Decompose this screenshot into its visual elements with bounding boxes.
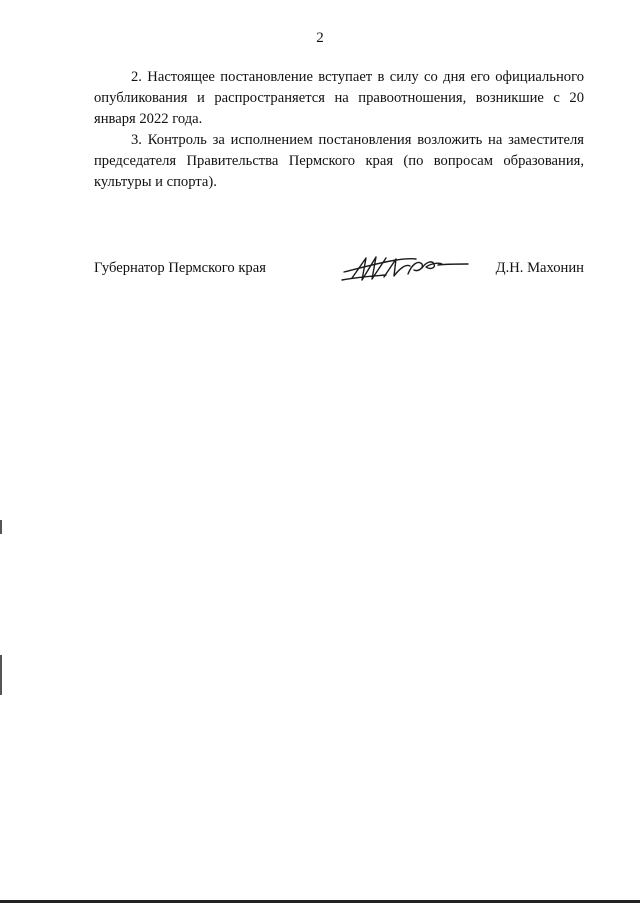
page-number: 2 <box>316 30 324 46</box>
scan-artifact <box>0 520 2 534</box>
handwritten-signature <box>338 250 470 286</box>
scan-artifact <box>0 655 2 695</box>
document-body <box>94 67 584 193</box>
paragraph-effective-date: 2. Настоящее постановление вступает в силу со дня его официального опубликования и распространяется на правоотношения, возникшие с 20 января 2022 года. <box>94 69 584 127</box>
paragraph-control: 3. Контроль за исполнением постановления возложить на заместителя председателя Правительства Пермского края (по вопросам образования, культуры и спорта). <box>94 132 584 190</box>
signer-name: Д.Н. Махонин <box>495 260 584 276</box>
signer-position-title: Губернатор Пермского края <box>94 260 266 276</box>
signature-block <box>94 250 584 290</box>
scan-bottom-edge <box>0 900 640 903</box>
